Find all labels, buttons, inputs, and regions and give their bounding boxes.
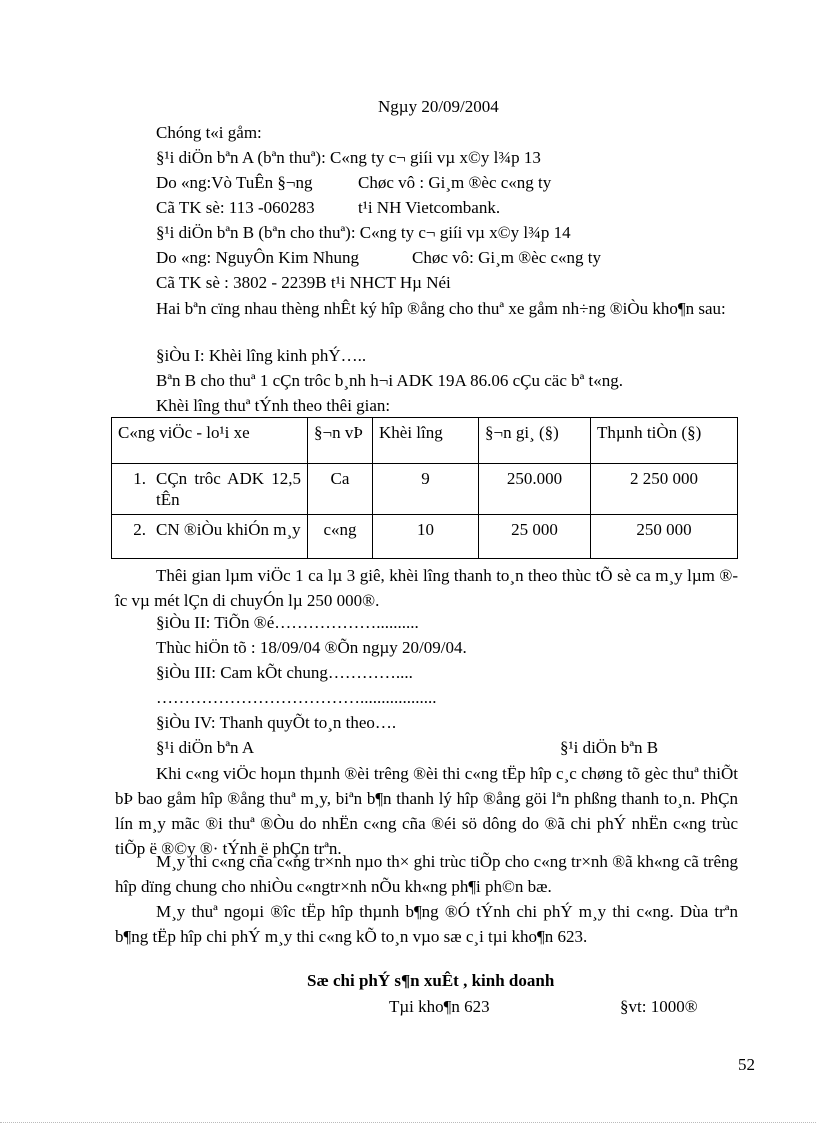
article-2-heading: §iÒu II: TiÕn ®é……………….......... bbox=[156, 613, 419, 632]
work-name: CÇn trôc ADK 12,5 tÊn bbox=[156, 469, 301, 509]
table-row bbox=[112, 464, 738, 515]
date-line: Ngµy 20/09/2004 bbox=[378, 97, 499, 116]
party-a-title: Chøc vô : Gi¸m ®èc c«ng ty bbox=[358, 173, 552, 192]
qty-cell: 9 bbox=[373, 464, 479, 515]
agreement-paragraph: Hai bªn cïng nhau thèng nhÊt ký hîp ®ång cho thuª xe gåm nh÷ng ®iÒu kho¶n sau: bbox=[156, 299, 726, 318]
work-name: CN ®iÒu khiÓn m¸y bbox=[156, 520, 301, 539]
col-header-total: Thµnh tiÒn (§) bbox=[591, 418, 738, 464]
ledger-title: Sæ chi phÝ s¶n xuÊt , kinh doanh bbox=[307, 971, 555, 990]
execution-period: Thùc hiÖn tõ : 18/09/04 ®Õn ngµy 20/09/04. bbox=[156, 638, 467, 657]
col-header-work: C«ng viÖc - lo¹i xe bbox=[112, 418, 308, 464]
total-cell: 2 250 000 bbox=[591, 464, 738, 515]
price-cell: 25 000 bbox=[479, 515, 591, 559]
page-number: 52 bbox=[738, 1055, 755, 1074]
unit-label: §vt: 1000® bbox=[620, 997, 698, 1016]
party-b-rep: §¹i diÖn bªn B (bªn cho thuª): C«ng ty c¬ giíi vµ x©y l¾p 14 bbox=[156, 223, 571, 242]
rental-table bbox=[111, 417, 738, 559]
unit-cell: c«ng bbox=[308, 515, 373, 559]
article-1-heading: §iÒu I: Khèi lîng kinh phÝ….. bbox=[156, 346, 367, 365]
party-a-bank: t¹i NH Vietcombank. bbox=[358, 198, 501, 217]
signature-a: §¹i diÖn bªn A bbox=[156, 738, 255, 757]
article-1-desc2: Khèi lîng thuª tÝnh theo thêi gian: bbox=[156, 396, 391, 415]
intro-line: Chóng t«i gåm: bbox=[156, 123, 262, 142]
price-cell: 250.000 bbox=[479, 464, 591, 515]
party-a-name: Do «ng:Vò TuÊn §¬ng bbox=[156, 173, 313, 192]
col-header-price: §¬n gi¸ (§) bbox=[479, 418, 591, 464]
body-paragraph-2: M¸y thi c«ng cña c«ng tr×nh nµo th× ghi trùc tiÕp cho c«ng tr×nh ®ã kh«ng cã trêng hîp dïng chung cho nhiÒu c«ngtr×nh nÕu kh«ng ph¶i ph©n bæ. bbox=[115, 852, 738, 896]
party-b-account: Cã TK sè : 3802 - 2239B t¹i NHCT Hµ Néi bbox=[156, 273, 451, 292]
time-paragraph: Thêi gian lµm viÖc 1 ca lµ 3 giê, khèi lîng thanh to¸n theo thùc tÕ sè ca m¸y lµm ®îc vµ mét lÇn di chuyÓn lµ 250 000®. bbox=[115, 566, 738, 610]
total-cell: 250 000 bbox=[591, 515, 738, 559]
party-a-rep: §¹i diÖn bªn A (bªn thuª): C«ng ty c¬ giíi vµ x©y l¾p 13 bbox=[156, 148, 541, 167]
table-row bbox=[112, 515, 738, 559]
row-number: 1. bbox=[133, 469, 146, 488]
work-cell bbox=[112, 515, 308, 559]
dotted-line: ……………………………….................. bbox=[156, 688, 437, 707]
unit-cell: Ca bbox=[308, 464, 373, 515]
party-b-title: Chøc vô: Gi¸m ®èc c«ng ty bbox=[412, 248, 602, 267]
col-header-unit: §¬n vÞ bbox=[308, 418, 373, 464]
body-paragraph-1: Khi c«ng viÖc hoµn thµnh ®èi trêng ®èi thi c«ng tËp hîp c¸c chøng tõ gèc thuª thiÕt bÞ bao gåm hîp ®ång thuª m¸y, biªn b¶n thanh lý hîp ®ång göi lªn phßng thanh to¸n. PhÇn lín m¸y mãc ®i thuª ®Òu do nhËn c«ng cña ®éi sö dông do ®ã chi phÝ nhËn c«ng trùc tiÕp ë ®©y ®· tÝnh ë phÇn trªn. bbox=[115, 764, 738, 858]
row-number: 2. bbox=[133, 520, 146, 539]
party-a-account: Cã TK sè: 113 -060283 bbox=[156, 198, 315, 217]
body-paragraph-3: M¸y thuª ngoµi ®îc tËp hîp thµnh b¶ng ®Ó tÝnh chi phÝ m¸y thi c«ng. Dùa trªn b¶ng tËp hîp chi phÝ m¸y thi c«ng kÕ to¸n vµo sæ c¸i tµi kho¶n 623. bbox=[115, 902, 738, 946]
table-header-row bbox=[112, 418, 738, 464]
article-1-desc: Bªn B cho thuª 1 cÇn trôc b¸nh h¬i ADK 19A 86.06 cÇu cäc bª t«ng. bbox=[156, 371, 624, 390]
signature-b: §¹i diÖn bªn B bbox=[560, 738, 659, 757]
work-cell bbox=[112, 464, 308, 515]
col-header-qty: Khèi lîng bbox=[373, 418, 479, 464]
party-b-name: Do «ng: NguyÔn Kim Nhung bbox=[156, 248, 360, 267]
article-3-heading: §iÒu III: Cam kÕt chung………….... bbox=[156, 663, 413, 682]
qty-cell: 10 bbox=[373, 515, 479, 559]
article-4-heading: §iÒu IV: Thanh quyÕt to¸n theo…. bbox=[156, 713, 397, 732]
account-label: Tµi kho¶n 623 bbox=[389, 997, 490, 1016]
